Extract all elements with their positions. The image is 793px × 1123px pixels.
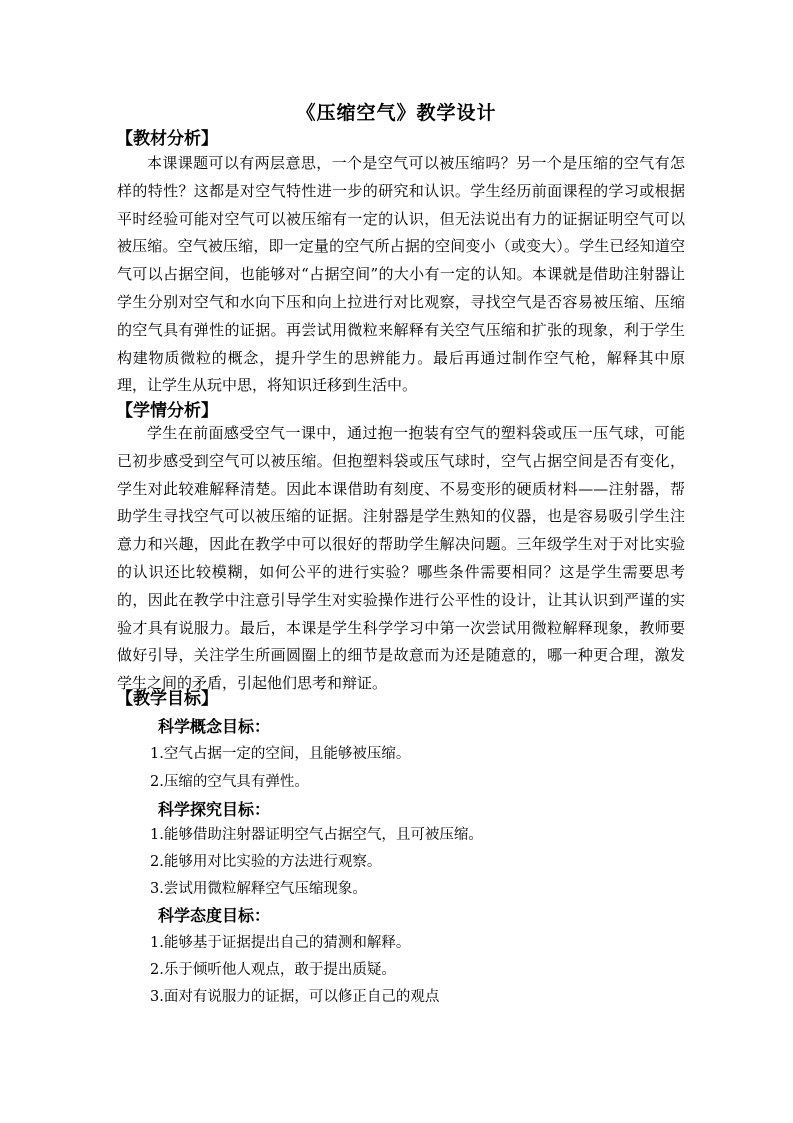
paragraph: 学生在前面感受空气一课中，通过抱一抱装有空气的塑料袋或压一压气球，可能已初步感受到空气可以被压缩。但抱塑料袋或压气球时，空气占据空间是否有变化，学生对此较难解释清楚。因此本课借助有刻度、不易变形的硬质材料——注射器，帮助学生寻找空气可以被压缩的证据。注射器是学生熟知的仪器，也是容易吸引学生注意力和兴趣，因此在教学中可以很好的帮助学生解决问题。三年级学生对于对比实验的认识还比较模糊，如何公平的进行实验？哪些条件需要相同？这是学生需要思考的，因此在教学中注意引导学生对实验操作进行公平性的设计，让其认识到严谨的实验才具有说服力。最后，本课是学生科学学习中第一次尝试用微粒解释现象，教师要做好引导，关注学生所画圆圈上的细节是故意而为还是随意的，哪一种更合理，激发学生之间的矛盾，引起他们思考和辩证。 [117, 424, 685, 693]
goal-group-label-inquiry: 科学探究目标： [158, 800, 271, 819]
goal-item: 2.压缩的空气具有弹性。 [150, 774, 309, 790]
section-body-student-analysis [117, 420, 685, 698]
goal-item: 1.能够借助注射器证明空气占据空气，且可被压缩。 [150, 827, 483, 843]
goal-item: 2.乐于倾听他人观点，敢于提出质疑。 [150, 962, 396, 978]
goal-item: 1.空气占据一定的空间，且能够被压缩。 [150, 746, 411, 762]
section-heading-teaching-goals: 【教学目标】 [116, 689, 218, 709]
paragraph: 本课课题可以有两层意思，一个是空气可以被压缩吗？另一个是压缩的空气有怎样的特性？这都是对空气特性进一步的研究和认识。学生经历前面课程的学习或根据平时经验可能对空气可以被压缩有一定的认识，但无法说出有力的证据证明空气可以被压缩。空气被压缩，即一定量的空气所占据的空间变小（或变大）。学生已经知道空气可以占据空间，也能够对“占据空间”的大小有一定的认知。本课就是借助注射器让学生分别对空气和水向下压和向上拉进行对比观察，寻找空气是否容易被压缩、压缩的空气具有弹性的证据。再尝试用微粒来解释有关空气压缩和扩张的现象，利于学生构建物质微粒的概念，提升学生的思辨能力。最后再通过制作空气枪，解释其中原理，让学生从玩中思，将知识迁移到生活中。 [117, 154, 685, 395]
goal-item: 2.能够用对比实验的方法进行观察。 [150, 854, 382, 870]
goal-item: 3.面对有说服力的证据，可以修正自己的观点 [150, 989, 440, 1005]
goal-item: 3.尝试用微粒解释空气压缩现象。 [150, 881, 367, 897]
section-body-textbook-analysis [117, 150, 685, 400]
document-title: 《压缩空气》教学设计 [296, 102, 497, 124]
goal-group-label-attitude: 科学态度目标： [158, 906, 271, 925]
section-heading-student-analysis: 【学情分析】 [116, 401, 218, 421]
goal-item: 1.能够基于证据提出自己的猜测和解释。 [150, 935, 411, 951]
section-heading-textbook-analysis: 【教材分析】 [116, 129, 218, 149]
goal-group-label-concept: 科学概念目标： [158, 717, 271, 736]
